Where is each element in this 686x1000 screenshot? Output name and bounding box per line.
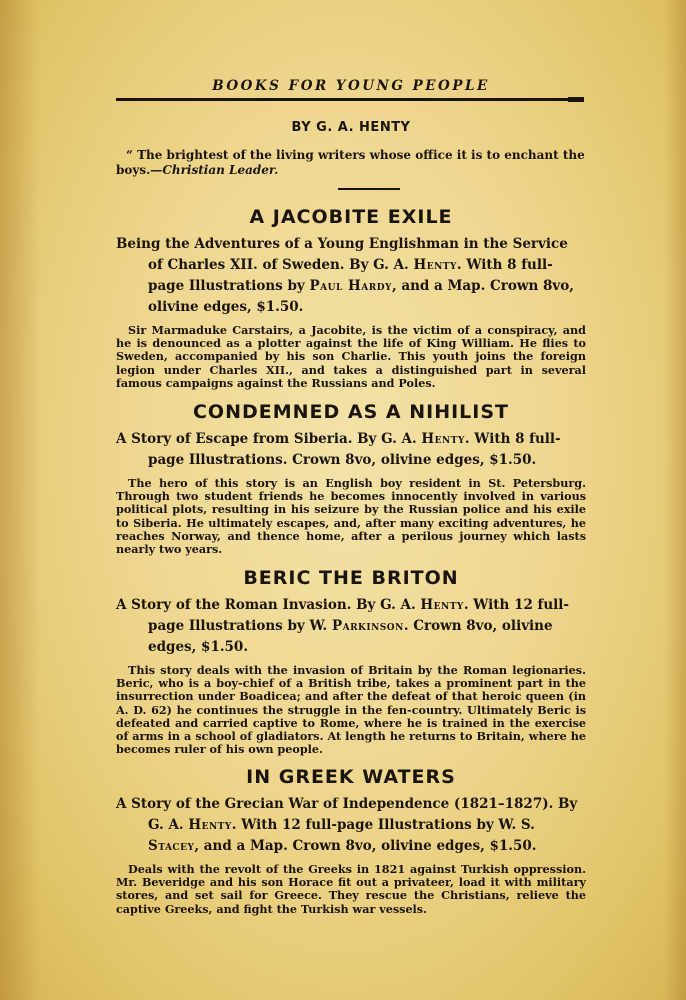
book-description: A Story of the Grecian War of Independence (1821–1827). By G. A. Henty. With 12 full-page Illustrations by W. S. Stacey, and a Map. Crown 8vo, olivine edges, $1.50. bbox=[116, 796, 578, 854]
book-entry bbox=[116, 401, 586, 556]
book-title: A JACOBITE EXILE bbox=[249, 206, 453, 228]
book-summary: This story deals with the invasion of Britain by the Roman legionaries. Beric, who is a boy-chief of a British tribe, takes a prominent part in the insurrection under Boadicea; and after the defeat of that heroic queen (in A. D. 62) he continues the struggle in the fen-country. Ultimately Beric is defeated and carried captive to Rome, where he is trained in the exercise of arms in a school of gladiators. At length he returns to Britain, where he becomes ruler of his own people. bbox=[116, 663, 586, 757]
press-quote bbox=[116, 148, 586, 178]
book-entry bbox=[116, 567, 586, 756]
book-description: A Story of the Roman Invasion. By G. A. Henty. With 12 full-page Illustrations by W. Parkinson. Crown 8vo, olivine edges, $1.50. bbox=[116, 597, 570, 655]
author-name: Henty bbox=[421, 431, 465, 447]
header-rule bbox=[116, 98, 584, 101]
author-name: Henty bbox=[420, 597, 464, 613]
quote-text: “ The brightest of the living writers whose office it is to enchant the boys.— bbox=[116, 148, 585, 177]
book-summary: The hero of this story is an English boy resident in St. Petersburg. Through two student friends he becomes innocently involved in various political plots, resulting in his seizure by the Russian police and his exile to Siberia. He ultimately escapes, and, after many exciting adventures, he reaches Norway, and thence home, after a perilous journey which lasts nearly two years. bbox=[116, 476, 586, 557]
illustrator-name: Paul Hardy bbox=[309, 278, 392, 294]
book-summary: Sir Marmaduke Carstairs, a Jacobite, is the victim of a conspiracy, and he is denounced as a plotter against the life of King William. He flies to Sweden, accompanied by his son Charlie. This youth joins the foreign legion under Charles XII., and takes a distinguished part in several famous campaigns against the Russians and Poles. bbox=[116, 323, 586, 390]
author-name: Henty bbox=[188, 817, 232, 833]
header-rule-end bbox=[568, 97, 584, 102]
book-title: BERIC THE BRITON bbox=[243, 567, 459, 589]
book-entry bbox=[116, 766, 586, 916]
section-separator bbox=[338, 188, 400, 190]
book-description: A Story of Escape from Siberia. By G. A. Henty. With 8 full-page Illustrations. Crown 8vo, olivine edges, $1.50. bbox=[116, 431, 561, 468]
book-summary: Deals with the revolt of the Greeks in 1821 against Turkish oppression. Mr. Beveridge and his son Horace fit out a privateer, load it with military stores, and set sail for Greece. They rescue the Christians, relieve the captive Greeks, and fight the Turkish war vessels. bbox=[116, 862, 586, 916]
author-heading: BY G. A. HENTY bbox=[291, 120, 411, 135]
running-head: BOOKS FOR YOUNG PEOPLE bbox=[212, 78, 490, 94]
quote-source: Christian Leader. bbox=[162, 163, 279, 177]
book-title: CONDEMNED AS A NIHILIST bbox=[192, 401, 509, 423]
illustrator-name: Stacey bbox=[148, 838, 195, 854]
illustrator-name: Parkinson bbox=[331, 618, 404, 634]
author-name: Henty bbox=[413, 257, 457, 273]
book-title: IN GREEK WATERS bbox=[246, 766, 456, 788]
book-description: Being the Adventures of a Young Englishman in the Service of Charles XII. of Sweden. By G. A. Henty. With 8 full-page Illustrations by Paul Hardy, and a Map. Crown 8vo, olivine edges, $1.50. bbox=[116, 236, 574, 315]
book-entry bbox=[116, 206, 586, 390]
